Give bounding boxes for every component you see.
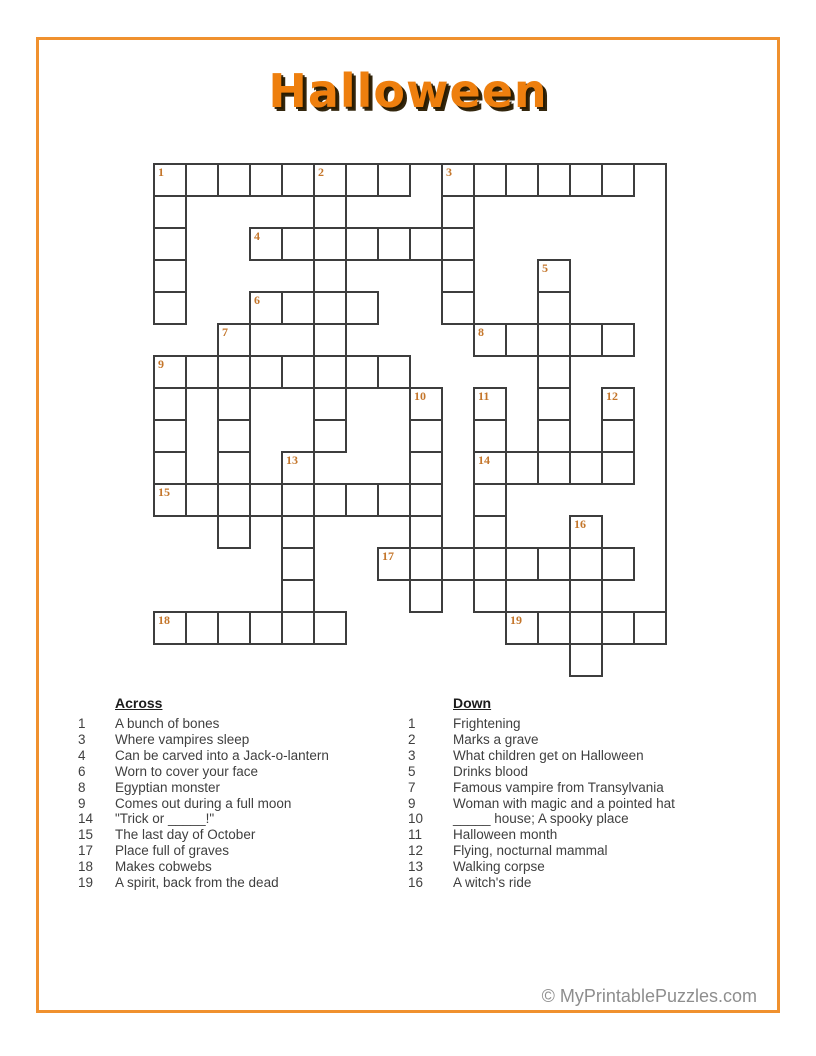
grid-cell [281, 291, 315, 325]
grid-cell [313, 419, 347, 453]
grid-cell [185, 355, 219, 389]
grid-cell [153, 227, 187, 261]
grid-cell [473, 163, 507, 197]
grid-cell [217, 323, 251, 357]
grid-cell [281, 547, 315, 581]
grid-cell [537, 419, 571, 453]
grid-cell [217, 163, 251, 197]
clue-number: 4 [78, 747, 86, 763]
grid-cell [345, 355, 379, 389]
grid-cell [473, 451, 507, 485]
grid-cell [281, 227, 315, 261]
grid-cell [185, 611, 219, 645]
clue-row [408, 859, 738, 875]
clue-number: 7 [408, 779, 416, 795]
grid-cell [217, 611, 251, 645]
cell-number: 1 [158, 165, 164, 179]
clue-text: Frightening [453, 716, 521, 731]
clue-number: 12 [408, 843, 424, 859]
grid-cell [345, 227, 379, 261]
clue-row [408, 748, 738, 764]
cell-number: 18 [158, 613, 170, 627]
cell-number: 14 [478, 453, 490, 467]
grid-cell [313, 611, 347, 645]
grid-cell [409, 579, 443, 613]
clue-row [408, 716, 738, 732]
clue-number: 15 [78, 827, 94, 843]
grid-cell [377, 227, 411, 261]
grid-cell [409, 451, 443, 485]
grid-cell [313, 355, 347, 389]
grid-cell [441, 291, 475, 325]
clue-number: 16 [408, 875, 424, 891]
clue-text: Where vampires sleep [115, 731, 250, 747]
clue-text: Woman with magic and a pointed hat [453, 795, 675, 811]
cell-number: 3 [446, 165, 452, 179]
grid-cell [633, 611, 667, 645]
clue-text: Marks a grave [453, 731, 539, 747]
clue-row [408, 780, 738, 796]
grid-cell [569, 547, 603, 581]
grid-cell [249, 483, 283, 517]
grid-cell [153, 483, 187, 517]
grid-cell [601, 323, 635, 357]
across-clue-list [78, 716, 408, 891]
grid-outer-right-border [665, 163, 667, 645]
grid-cell [185, 483, 219, 517]
grid-cell [569, 163, 603, 197]
clue-text: Halloween month [453, 827, 558, 843]
clue-row [78, 859, 408, 875]
cell-number: 12 [606, 389, 618, 403]
clue-number: 3 [78, 731, 86, 747]
grid-cell [153, 163, 187, 197]
clue-row [408, 764, 738, 780]
grid-cell [409, 547, 443, 581]
clue-text: "Trick or _____!" [115, 811, 215, 827]
grid-cell [153, 195, 187, 229]
cell-number: 4 [254, 229, 260, 243]
clue-text: Egyptian monster [115, 779, 221, 795]
down-clues-section [408, 695, 738, 891]
grid-cell [153, 611, 187, 645]
clue-text: Makes cobwebs [115, 859, 212, 875]
clue-row [78, 827, 408, 843]
grid-cell [473, 547, 507, 581]
grid-cell [537, 387, 571, 421]
grid-cell [505, 611, 539, 645]
grid-cell [441, 163, 475, 197]
down-clue-list [408, 716, 738, 891]
clue-text: The last day of October [115, 827, 256, 843]
grid-cell [281, 355, 315, 389]
grid-cell [569, 579, 603, 613]
clue-row [78, 748, 408, 764]
clue-text: Famous vampire from Transylvania [453, 779, 664, 795]
grid-cell [569, 323, 603, 357]
clue-row [408, 796, 738, 812]
clue-text: Walking corpse [453, 859, 545, 875]
grid-cell [441, 227, 475, 261]
clue-row [78, 780, 408, 796]
grid-cell [185, 163, 219, 197]
grid-cell [537, 547, 571, 581]
clue-row [408, 811, 738, 827]
grid-cell [441, 547, 475, 581]
grid-cell [409, 515, 443, 549]
grid-cell [281, 579, 315, 613]
cell-number: 9 [158, 357, 164, 371]
grid-cell [153, 291, 187, 325]
clue-row [408, 843, 738, 859]
puzzle-title: Halloween [268, 64, 548, 118]
grid-cell [601, 451, 635, 485]
grid-cell [217, 419, 251, 453]
grid-cell [313, 323, 347, 357]
grid-cell [473, 419, 507, 453]
clue-row [408, 827, 738, 843]
cell-number: 15 [158, 485, 170, 499]
clue-number: 9 [78, 795, 86, 811]
grid-cell [217, 451, 251, 485]
clue-text: A spirit, back from the dead [115, 875, 279, 891]
grid-cell [249, 291, 283, 325]
clue-number: 5 [408, 763, 416, 779]
cell-number: 11 [478, 389, 490, 403]
clue-number: 9 [408, 795, 416, 811]
down-header: Down [453, 695, 492, 711]
grid-cell [153, 419, 187, 453]
clue-number: 14 [78, 811, 94, 827]
grid-cell [473, 323, 507, 357]
clue-number: 10 [408, 811, 424, 827]
cell-number: 10 [414, 389, 426, 403]
clue-number: 11 [408, 827, 423, 843]
grid-cell [249, 355, 283, 389]
grid-cell [313, 195, 347, 229]
grid-cell [473, 483, 507, 517]
clue-text: _____ house; A spooky place [453, 811, 629, 827]
grid-cell [217, 355, 251, 389]
grid-cell [537, 611, 571, 645]
grid-cell [377, 483, 411, 517]
grid-cell [537, 291, 571, 325]
cell-number: 2 [318, 165, 324, 179]
clue-text: Worn to cover your face [115, 763, 259, 779]
grid-cell [537, 451, 571, 485]
clue-row [78, 875, 408, 891]
clue-row [78, 796, 408, 812]
clue-row [78, 716, 408, 732]
clue-number: 6 [78, 763, 86, 779]
cell-number: 17 [382, 549, 394, 563]
grid-cell [281, 451, 315, 485]
grid-cell [281, 163, 315, 197]
clue-row [78, 811, 408, 827]
grid-cell [409, 483, 443, 517]
clue-text: Drinks blood [453, 763, 529, 779]
grid-cell [505, 163, 539, 197]
grid-cell [473, 515, 507, 549]
clue-number: 8 [78, 779, 86, 795]
grid-cell [313, 163, 347, 197]
cell-number: 19 [510, 613, 522, 627]
grid-cell [569, 515, 603, 549]
grid-cell [377, 355, 411, 389]
grid-cell [377, 547, 411, 581]
grid-cell [601, 387, 635, 421]
grid-cell [601, 547, 635, 581]
grid-cell [569, 643, 603, 677]
site-credit: © MyPrintablePuzzles.com [541, 986, 757, 1006]
grid-cell [505, 323, 539, 357]
grid-cell [153, 451, 187, 485]
clue-number: 13 [408, 859, 424, 875]
across-header: Across [115, 695, 163, 711]
grid-cell [441, 195, 475, 229]
grid-cell [153, 387, 187, 421]
grid-cell [569, 451, 603, 485]
grid-cell [281, 611, 315, 645]
grid-cell [313, 227, 347, 261]
grid-cell [601, 163, 635, 197]
cell-number: 6 [254, 293, 260, 307]
cell-number: 7 [222, 325, 228, 339]
grid-cell [601, 419, 635, 453]
grid-cell [153, 259, 187, 293]
clue-number: 17 [78, 843, 94, 859]
clue-text: What children get on Halloween [453, 747, 644, 763]
grid-cell [473, 579, 507, 613]
clue-number: 1 [78, 716, 86, 731]
grid-cell [473, 387, 507, 421]
crossword-grid [153, 163, 669, 679]
grid-cell [313, 259, 347, 293]
grid-cell [345, 163, 379, 197]
grid-cell [249, 227, 283, 261]
grid-cell [345, 483, 379, 517]
grid-cell [313, 291, 347, 325]
cell-number: 8 [478, 325, 484, 339]
clue-text: Place full of graves [115, 843, 230, 859]
cell-number: 13 [286, 453, 298, 467]
clue-number: 2 [408, 731, 416, 747]
grid-cell [537, 259, 571, 293]
clue-number: 1 [408, 716, 416, 731]
clue-row [408, 875, 738, 891]
grid-cell [601, 611, 635, 645]
cell-number: 5 [542, 261, 548, 275]
clue-text: Can be carved into a Jack-o-lantern [115, 747, 329, 763]
grid-cell [217, 483, 251, 517]
grid-cell [441, 259, 475, 293]
grid-cell [249, 611, 283, 645]
clue-row [78, 843, 408, 859]
grid-cell [313, 387, 347, 421]
grid-cell [217, 387, 251, 421]
clue-number: 19 [78, 875, 94, 891]
grid-cell [345, 291, 379, 325]
grid-cell [409, 387, 443, 421]
clue-text: A witch's ride [453, 875, 532, 891]
clue-number: 3 [408, 747, 416, 763]
grid-cell [281, 483, 315, 517]
grid-cell [505, 547, 539, 581]
grid-cell [281, 515, 315, 549]
clue-number: 18 [78, 859, 94, 875]
clue-text: A bunch of bones [115, 716, 220, 731]
grid-cell [249, 163, 283, 197]
grid-cell [409, 419, 443, 453]
clue-row [78, 764, 408, 780]
clue-row [78, 732, 408, 748]
grid-cell [377, 163, 411, 197]
grid-cell [537, 163, 571, 197]
grid-cell [505, 451, 539, 485]
grid-cell [153, 355, 187, 389]
grid-cell [313, 483, 347, 517]
grid-cell [537, 355, 571, 389]
across-clues-section [78, 695, 408, 891]
grid-cell [537, 323, 571, 357]
clue-text: Comes out during a full moon [115, 795, 292, 811]
grid-cell [569, 611, 603, 645]
clue-text: Flying, nocturnal mammal [453, 843, 608, 859]
grid-cell [409, 227, 443, 261]
clue-row [408, 732, 738, 748]
grid-cell [217, 515, 251, 549]
cell-number: 16 [574, 517, 586, 531]
